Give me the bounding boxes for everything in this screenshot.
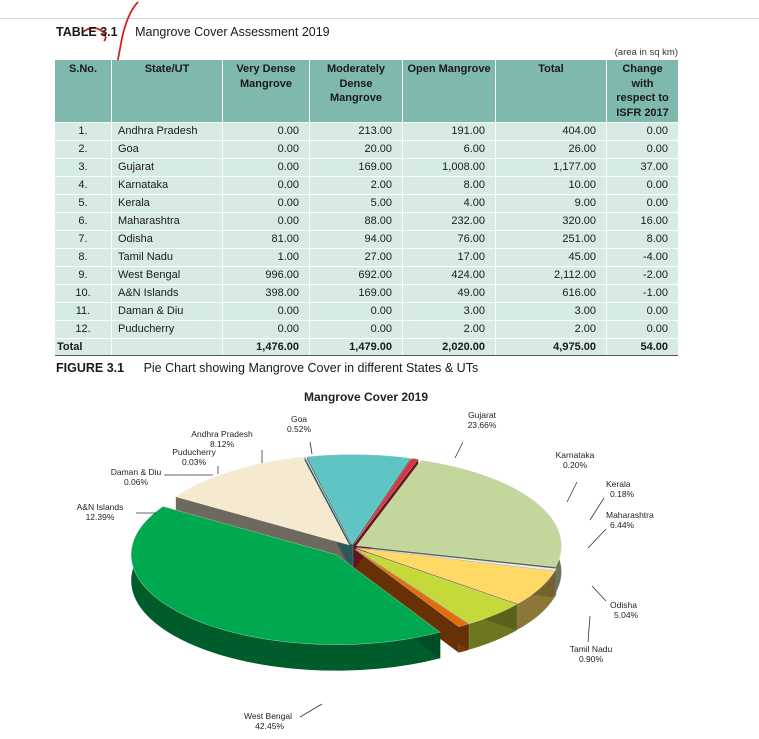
cell-change: 8.00 [607, 231, 679, 249]
figure-caption-text: Pie Chart showing Mangrove Cover in different States & UTs [143, 361, 479, 375]
cell-very-dense: 0.00 [223, 195, 310, 213]
cell-moderately-dense: 213.00 [310, 123, 403, 141]
cell-very-dense: 0.00 [223, 303, 310, 321]
pie-chart [0, 380, 759, 739]
total-cell-total: 4,975.00 [496, 339, 607, 357]
cell-total: 251.00 [496, 231, 607, 249]
table-label: TABLE 3.1 [56, 25, 118, 39]
table-row [55, 177, 678, 195]
slice-value-label: 0.52% [286, 424, 312, 434]
leader-line [455, 442, 463, 458]
cell-open: 1,008.00 [403, 159, 496, 177]
table-row [55, 159, 678, 177]
cell-moderately-dense: 169.00 [310, 159, 403, 177]
page-top-rule [0, 18, 759, 19]
cell-change: 0.00 [607, 123, 679, 141]
cell-state: Andhra Pradesh [112, 123, 223, 141]
cell-open: 8.00 [403, 177, 496, 195]
figure-caption [56, 361, 478, 375]
header-change: Change with respect to ISFR 2017 [607, 60, 679, 123]
leader-line [567, 482, 577, 502]
cell-state: Gujarat [112, 159, 223, 177]
cell-open: 6.00 [403, 141, 496, 159]
cell-moderately-dense: 88.00 [310, 213, 403, 231]
cell-open: 76.00 [403, 231, 496, 249]
cell-open: 232.00 [403, 213, 496, 231]
cell-very-dense: 0.00 [223, 177, 310, 195]
slice-label: Maharashtra [606, 510, 654, 520]
header-sno: S.No. [55, 60, 112, 123]
slice-value-label: 5.04% [614, 610, 639, 620]
slice-label: Puducherry [172, 447, 216, 457]
cell-state: Daman & Diu [112, 303, 223, 321]
cell-total: 26.00 [496, 141, 607, 159]
cell-total: 45.00 [496, 249, 607, 267]
table-row [55, 141, 678, 159]
slice-label: Goa [290, 414, 308, 424]
cell-state: Karnataka [112, 177, 223, 195]
cell-very-dense: 0.00 [223, 141, 310, 159]
figure-rule [55, 355, 678, 356]
cell-state: Puducherry [112, 321, 223, 339]
cell-open: 17.00 [403, 249, 496, 267]
cell-change: -2.00 [607, 267, 679, 285]
cell-change: 0.00 [607, 303, 679, 321]
slice-label: A&N Islands [76, 502, 124, 512]
table-row [55, 231, 678, 249]
cell-sno: 6. [55, 213, 112, 231]
table-row [55, 285, 678, 303]
cell-very-dense: 398.00 [223, 285, 310, 303]
slice-value-label: 0.06% [123, 477, 149, 487]
total-cell-moderately-dense: 1,479.00 [310, 339, 403, 357]
slice-value-label: 0.03% [181, 457, 207, 467]
table-caption [56, 25, 330, 39]
table-row [55, 303, 678, 321]
cell-moderately-dense: 0.00 [310, 321, 403, 339]
cell-state: Goa [112, 141, 223, 159]
total-cell-very-dense: 1,476.00 [223, 339, 310, 357]
cell-total: 2,112.00 [496, 267, 607, 285]
table-row [55, 249, 678, 267]
cell-total: 1,177.00 [496, 159, 607, 177]
cell-very-dense: 0.00 [223, 213, 310, 231]
cell-sno: 1. [55, 123, 112, 141]
cell-total: 3.00 [496, 303, 607, 321]
leader-line [588, 529, 606, 548]
cell-change: -1.00 [607, 285, 679, 303]
cell-state: Kerala [112, 195, 223, 213]
header-state: State/UT [112, 60, 223, 123]
table-row [55, 195, 678, 213]
cell-total: 616.00 [496, 285, 607, 303]
slice-label: Andhra Pradesh [191, 429, 253, 439]
cell-moderately-dense: 692.00 [310, 267, 403, 285]
leader-line [588, 616, 590, 642]
cell-moderately-dense: 20.00 [310, 141, 403, 159]
cell-very-dense: 0.00 [223, 321, 310, 339]
slice-value-label: 6.44% [610, 520, 635, 530]
slice-label: Tamil Nadu [569, 644, 613, 654]
header-total: Total [496, 60, 607, 123]
cell-moderately-dense: 0.00 [310, 303, 403, 321]
cell-open: 191.00 [403, 123, 496, 141]
mangrove-table [55, 60, 678, 356]
table-total-row [55, 339, 678, 357]
table-row [55, 321, 678, 339]
cell-sno: 3. [55, 159, 112, 177]
cell-change: 0.00 [607, 195, 679, 213]
header-open: Open Mangrove [403, 60, 496, 123]
cell-change: -4.00 [607, 249, 679, 267]
cell-change: 0.00 [607, 321, 679, 339]
leader-line [590, 498, 604, 520]
cell-total: 9.00 [496, 195, 607, 213]
cell-change: 37.00 [607, 159, 679, 177]
cell-sno: 5. [55, 195, 112, 213]
cell-moderately-dense: 2.00 [310, 177, 403, 195]
cell-change: 0.00 [607, 177, 679, 195]
slice-value-label: 0.20% [562, 460, 588, 470]
table-row [55, 267, 678, 285]
cell-open: 3.00 [403, 303, 496, 321]
slice-label: Daman & Diu [110, 467, 162, 477]
total-cell-open: 2,020.00 [403, 339, 496, 357]
header-very-dense: Very Dense Mangrove [223, 60, 310, 123]
cell-open: 49.00 [403, 285, 496, 303]
slice-label: Gujarat [468, 410, 496, 420]
total-cell-state [112, 339, 223, 357]
cell-state: A&N Islands [112, 285, 223, 303]
leader-line [300, 704, 322, 717]
cell-change: 0.00 [607, 141, 679, 159]
slice-value-label: 0.18% [610, 489, 635, 499]
table-unit-note: (area in sq km) [614, 47, 678, 58]
slice-value-label: 42.45% [255, 721, 284, 731]
header-moderately-dense: Moderately Dense Mangrove [310, 60, 403, 123]
table-title: Mangrove Cover Assessment 2019 [135, 25, 330, 39]
cell-state: Maharashtra [112, 213, 223, 231]
cell-state: Odisha [112, 231, 223, 249]
cell-change: 16.00 [607, 213, 679, 231]
leader-line [310, 442, 312, 454]
cell-very-dense: 81.00 [223, 231, 310, 249]
cell-moderately-dense: 94.00 [310, 231, 403, 249]
cell-sno: 4. [55, 177, 112, 195]
cell-open: 424.00 [403, 267, 496, 285]
cell-very-dense: 996.00 [223, 267, 310, 285]
cell-sno: 11. [55, 303, 112, 321]
cell-sno: 7. [55, 231, 112, 249]
cell-sno: 9. [55, 267, 112, 285]
chart-title: Mangrove Cover 2019 [303, 390, 429, 404]
cell-total: 320.00 [496, 213, 607, 231]
table-row [55, 213, 678, 231]
slice-label: Kerala [606, 479, 631, 489]
cell-sno: 10. [55, 285, 112, 303]
cell-total: 404.00 [496, 123, 607, 141]
cell-state: Tamil Nadu [112, 249, 223, 267]
total-cell-sno: Total [55, 339, 112, 357]
cell-moderately-dense: 169.00 [310, 285, 403, 303]
cell-total: 2.00 [496, 321, 607, 339]
cell-very-dense: 0.00 [223, 123, 310, 141]
slice-value-label: 23.66% [467, 420, 497, 430]
slice-value-label: 0.90% [578, 654, 604, 664]
slice-value-label: 12.39% [85, 512, 115, 522]
leader-line [592, 586, 606, 601]
figure-label: FIGURE 3.1 [56, 361, 125, 375]
cell-sno: 12. [55, 321, 112, 339]
table-row [55, 123, 678, 141]
table-body [55, 123, 678, 357]
total-cell-change: 54.00 [607, 339, 679, 357]
cell-moderately-dense: 27.00 [310, 249, 403, 267]
slice-label: Odisha [610, 600, 637, 610]
cell-total: 10.00 [496, 177, 607, 195]
cell-very-dense: 1.00 [223, 249, 310, 267]
cell-moderately-dense: 5.00 [310, 195, 403, 213]
cell-open: 2.00 [403, 321, 496, 339]
cell-open: 4.00 [403, 195, 496, 213]
cell-very-dense: 0.00 [223, 159, 310, 177]
slice-value-label: 8.12% [209, 439, 235, 449]
cell-state: West Bengal [112, 267, 223, 285]
slice-label: West Bengal [243, 711, 292, 721]
cell-sno: 8. [55, 249, 112, 267]
cell-sno: 2. [55, 141, 112, 159]
slice-label: Karnataka [555, 450, 595, 460]
table-header-row [55, 60, 678, 123]
